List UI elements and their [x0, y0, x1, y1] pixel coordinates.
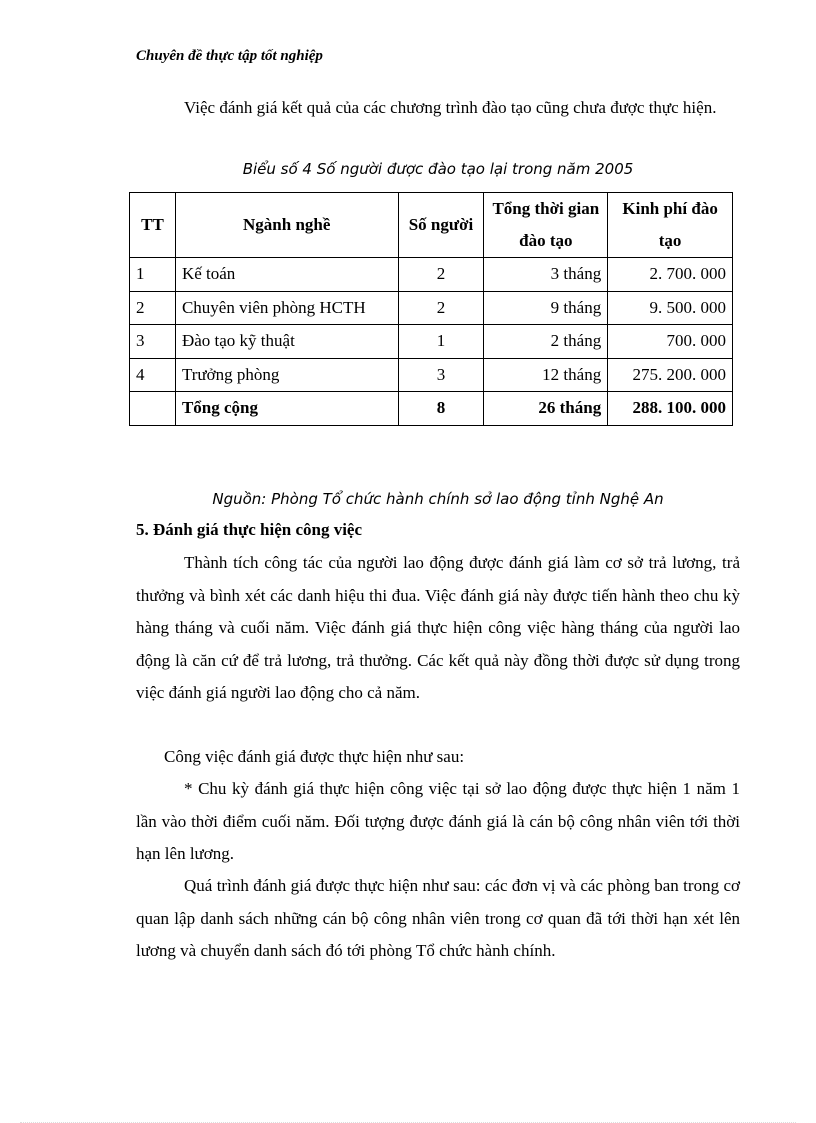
intro-paragraph: Việc đánh giá kết quả của các chương trình đào tạo cũng chưa được thực hiện.: [184, 98, 717, 117]
header-tt: TT: [130, 193, 176, 258]
cell-nganh: Đào tạo kỹ thuật: [175, 325, 398, 359]
training-table: [129, 192, 733, 426]
cell-tt: 1: [130, 258, 176, 292]
table-caption: Biểu số 4 Số người được đào tạo lại trong năm 2005: [242, 160, 634, 178]
paragraph-3: * Chu kỳ đánh giá thực hiện công việc tại sở lao động được thực hiện 1 năm 1 lần vào thời điểm cuối năm. Đối tượng được đánh giá là cán bộ công nhân viên tới thời hạn lên lương.: [136, 779, 740, 863]
header-thoi-gian: Tổng thời gian đào tạo: [484, 193, 608, 258]
section-heading: 5. Đánh giá thực hiện công việc: [136, 520, 363, 539]
cell-nganh: Tổng cộng: [175, 392, 398, 426]
cell-nganh: Chuyên viên phòng HCTH: [175, 291, 398, 325]
cell-tt: 3: [130, 325, 176, 359]
cell-thoi-gian: 9 tháng: [484, 291, 608, 325]
header-so-nguoi: Số người: [398, 193, 484, 258]
paragraph-1: Thành tích công tác của người lao động được đánh giá làm cơ sở trả lương, trả thưởng và bình xét các danh hiệu thi đua. Việc đánh giá này được tiến hành theo chu kỳ hàng tháng và cuối năm. Việc đánh giá thực hiện công việc hàng tháng của người lao động là căn cứ để trả lương, trả thưởng. Các kết quả này đồng thời được sử dụng trong việc đánh giá người lao động cho cả năm.: [136, 553, 740, 702]
header-nganh: Ngành nghề: [175, 193, 398, 258]
cell-so-nguoi: 1: [398, 325, 484, 359]
table-row: [130, 358, 733, 392]
cell-thoi-gian: 2 tháng: [484, 325, 608, 359]
cell-so-nguoi: 2: [398, 291, 484, 325]
page-header: Chuyên đề thực tập tốt nghiệp: [136, 48, 323, 64]
cell-tt: [130, 392, 176, 426]
cell-kinh-phi: 2. 700. 000: [608, 258, 733, 292]
cell-so-nguoi: 2: [398, 258, 484, 292]
paragraph-2: Công việc đánh giá được thực hiện như sau:: [164, 747, 465, 766]
cell-thoi-gian: 26 tháng: [484, 392, 608, 426]
cell-kinh-phi: 700. 000: [608, 325, 733, 359]
table-source: Nguồn: Phòng Tổ chức hành chính sở lao động tỉnh Nghệ An: [212, 490, 664, 508]
table-row: [130, 258, 733, 292]
table-header-row: [130, 193, 733, 258]
cell-nganh: Kế toán: [175, 258, 398, 292]
table-row: [130, 291, 733, 325]
cell-tt: 4: [130, 358, 176, 392]
cell-kinh-phi: 275. 200. 000: [608, 358, 733, 392]
cell-thoi-gian: 3 tháng: [484, 258, 608, 292]
cell-so-nguoi: 8: [398, 392, 484, 426]
cell-thoi-gian: 12 tháng: [484, 358, 608, 392]
cell-kinh-phi: 9. 500. 000: [608, 291, 733, 325]
header-kinh-phi: Kinh phí đào tạo: [608, 193, 733, 258]
cell-tt: 2: [130, 291, 176, 325]
table-row: [130, 325, 733, 359]
cell-kinh-phi: 288. 100. 000: [608, 392, 733, 426]
table-total-row: [130, 392, 733, 426]
cell-so-nguoi: 3: [398, 358, 484, 392]
cell-nganh: Trưởng phòng: [175, 358, 398, 392]
paragraph-4: Quá trình đánh giá được thực hiện như sau: các đơn vị và các phòng ban trong cơ quan lập danh sách những cán bộ công nhân viên trong cơ quan đã tới thời hạn xét lên lương và chuyển danh sách đó tới phòng Tổ chức hành chính.: [136, 876, 740, 960]
